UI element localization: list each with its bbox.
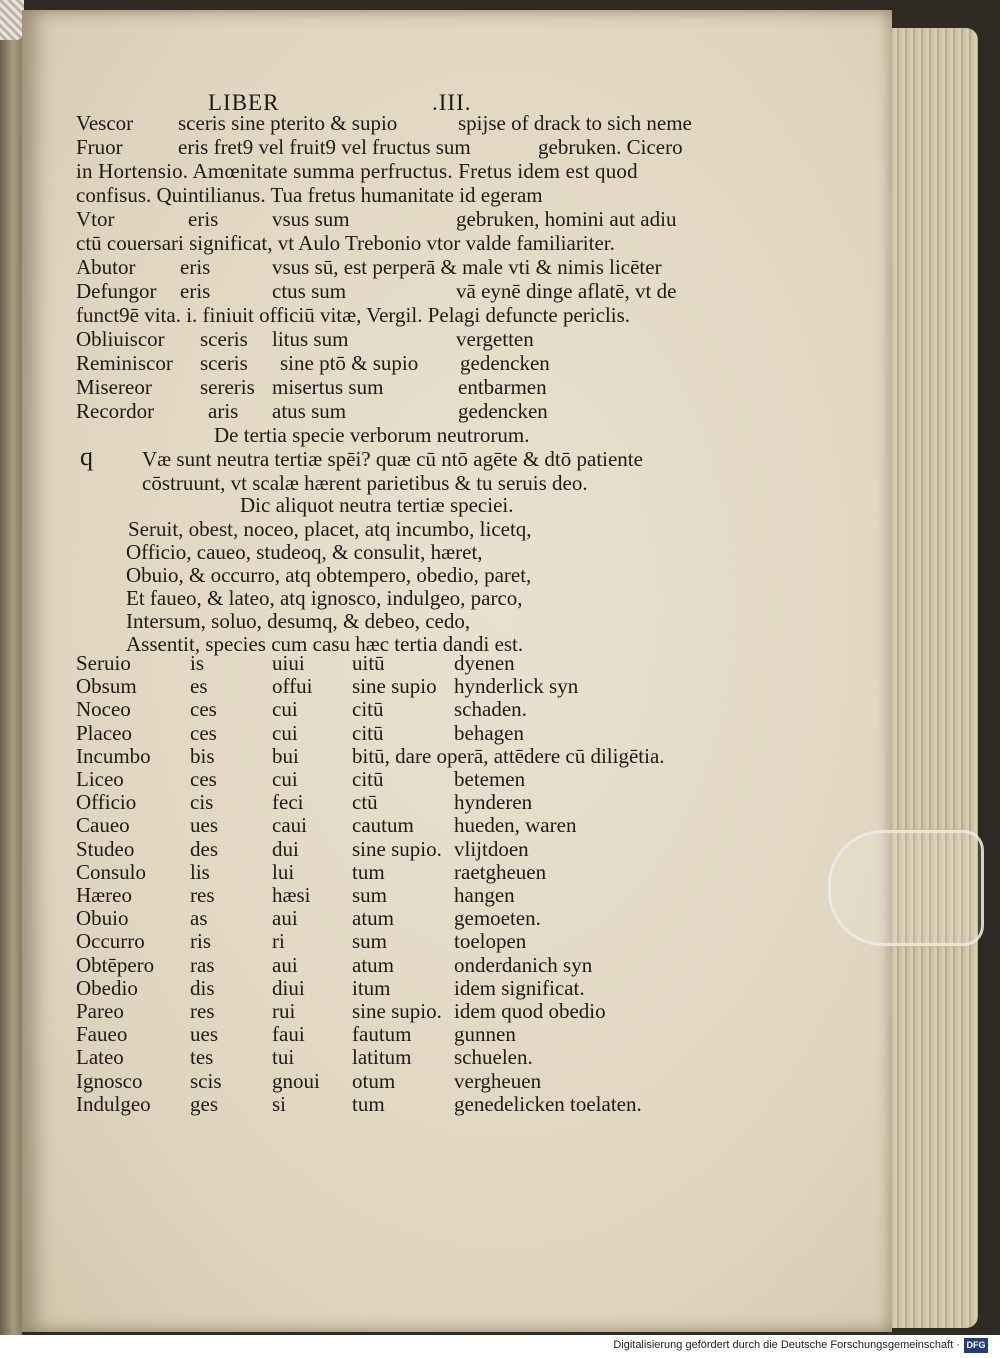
lemma: Recordor [76,399,155,423]
verb-ending: tes [190,1045,214,1069]
verb-lemma: Lateo [76,1045,124,1069]
verb-perfect: si [272,1092,287,1116]
question-line: cōstruunt, vt scalæ hærent parietibus & tu seruis deo. [142,471,588,495]
verb-perfect: dui [272,837,299,861]
verb-gloss: idem significat. [454,976,585,1000]
verb-lemma: Faueo [76,1022,128,1046]
verb-perfect: aui [272,906,298,930]
running-head-liber: LIBER [208,90,280,115]
verb-gloss: onderdanich syn [454,953,593,977]
lemma: Misereor [76,375,152,399]
verb-supine: citū [352,721,384,745]
verb-ending: ris [190,929,211,953]
verb-lemma: Noceo [76,697,131,721]
verb-gloss: betemen [454,767,526,791]
verb-ending: is [190,651,205,675]
verb-supine: fautum [352,1022,412,1046]
verb-supine: atum [352,953,394,977]
verb-gloss: hueden, waren [454,813,577,837]
perfect: litus sum [272,327,349,351]
lemma: Defungor [76,279,157,303]
verb-lemma: Indulgeo [76,1092,151,1116]
intro-row-fruor [76,135,683,159]
verb-lemma: Occurro [76,929,145,953]
verb-perfect: lui [272,860,295,884]
lemma: Reminiscor [76,351,173,375]
verb-gloss: raetgheuen [454,860,547,884]
verb-gloss: vergheuen [454,1069,542,1093]
intro-line: in Hortensio. Amœnitate summa perfructus. Fretus idem est quod [76,159,638,183]
verb-ending: ces [190,697,217,721]
verb-ending: bis [190,744,215,768]
gloss: vā eynē dinge aflatē, vt de [456,279,677,303]
verb-lemma: Obedio [76,976,138,1000]
verb-lemma: Studeo [76,837,135,861]
verb-perfect: gnoui [272,1069,320,1093]
perfect: ctus sum [272,279,347,303]
verb-perfect: diui [272,976,305,1000]
verb-supine: atum [352,906,394,930]
verb-gloss: hangen [454,883,515,907]
forms: aris [208,399,239,423]
intro-row-vtor [76,207,677,231]
gloss: spijse of drack to sich neme [458,111,692,135]
verb-supine: sine supio. [352,837,442,861]
verb-gloss: hynderlick syn [454,674,579,698]
verb-supine: sum [352,929,388,953]
footer-credit: Digitalisierung gefördert durch die Deutsche Forschungsgemeinschaft · [613,1339,960,1351]
verb-perfect: bui [272,744,299,768]
verb-lemma: Incumbo [76,744,151,768]
gloss: entbarmen [458,375,547,399]
verb-ending: dis [190,976,215,1000]
verb-perfect: offui [272,674,313,698]
verb-lemma: Liceo [76,767,124,791]
verb-ending: des [190,837,218,861]
verb-gloss: idem quod obedio [454,999,606,1023]
left-page-edge [0,0,22,1335]
folio-number: .III. [432,90,472,115]
gloss: vsus sū, est perperā & male vti & nimis licēter [272,255,662,279]
verb-gloss: dyenen [454,651,515,675]
forms: eris [188,207,219,231]
verb-lemma: Ignosco [76,1069,143,1093]
verb-ending: lis [190,860,210,884]
gloss: gedencken [460,351,550,375]
lemma: Abutor [76,255,136,279]
verb-ending: ges [190,1092,218,1116]
subtitle: Dic aliquot neutra tertiæ speciei. [240,493,514,517]
verb-perfect: faui [272,1022,305,1046]
verb-ending: ues [190,1022,218,1046]
lemma: Obliuiscor [76,327,165,351]
verb-supine: uitū [352,651,385,675]
verb-supine: citū [352,697,384,721]
intro-row-abutor [76,255,662,279]
intro-row-vescor [76,111,692,135]
verb-perfect: cui [272,721,298,745]
verb-lemma: Hæreo [76,883,132,907]
verb-supine: tum [352,1092,385,1116]
verb-gloss: gemoeten. [454,906,541,930]
verb-gloss: gunnen [454,1022,516,1046]
intro-row-misereor [76,375,547,399]
verb-gloss: hynderen [454,790,533,814]
verb-supine: cautum [352,813,414,837]
plastic-page-clip [828,830,984,946]
intro-row-recordor [76,399,548,423]
verse-line: Obuio, & occurro, atq obtempero, obedio, paret, [126,563,532,587]
verb-lemma: Consulo [76,860,147,884]
verb-supine: sine supio [352,674,437,698]
intro-line: funct9ē vita. i. finiuit officiū vitæ, Vergil. Pelagi defuncte periclis. [76,303,631,327]
footer-bar [0,1335,1000,1358]
verb-lemma: Placeo [76,721,132,745]
verb-lemma: Officio [76,790,137,814]
lemma: Fruor [76,135,123,159]
verb-supine: bitū, dare operā, attēdere cū diligētia. [352,744,665,768]
perfect: sine ptō & supio [280,351,419,375]
verb-lemma: Obsum [76,674,137,698]
verse-line: Assentit, species cum casu hæc tertia dandi est. [126,632,524,656]
gloss: gedencken [458,399,548,423]
intro-line: confisus. Quintilianus. Tua fretus humanitate id egeram [76,183,543,207]
dfg-logo: DFG [964,1338,988,1353]
verb-perfect: cui [272,767,298,791]
intro-row-defungor [76,279,677,303]
paragraph-marker: q [80,442,93,471]
verb-perfect: tui [272,1045,295,1069]
verb-supine: ctū [352,790,378,814]
forms: sceris sine pterito & supio [178,111,398,135]
verb-supine: citū [352,767,384,791]
perfect: vsus sum [272,207,350,231]
verb-perfect: ri [272,929,285,953]
verb-perfect: feci [272,790,304,814]
verb-supine: latitum [352,1045,412,1069]
lemma: Vescor [76,111,134,135]
verb-perfect: rui [272,999,296,1023]
page-edges [878,28,978,1328]
verb-ending: res [190,883,215,907]
forms: eris [180,279,211,303]
verb-perfect: uiui [272,651,305,675]
verb-lemma: Pareo [76,999,124,1023]
gloss: gebruken. Cicero [538,135,683,159]
forms: eris fret9 vel fruit9 vel fructus sum [178,135,471,159]
verb-lemma: Seruio [76,651,131,675]
forms: sceris [200,351,248,375]
verse-line: Intersum, soluo, desumq, & debeo, cedo, [126,609,471,633]
verb-lemma: Obtēpero [76,953,155,977]
verb-supine: tum [352,860,385,884]
verb-supine: itum [352,976,391,1000]
verse-line: Et faueo, & lateo, atq ignosco, indulgeo, parco, [126,586,523,610]
verb-gloss: schaden. [454,697,527,721]
perfect: atus sum [272,399,347,423]
verb-gloss: schuelen. [454,1045,533,1069]
verb-ending: res [190,999,215,1023]
verb-supine: sine supio. [352,999,442,1023]
verb-ending: ues [190,813,218,837]
verb-gloss: toelopen [454,929,527,953]
intro-row-reminiscor [76,351,550,375]
verb-lemma: Obuio [76,906,129,930]
verb-ending: ces [190,767,217,791]
verb-perfect: cui [272,697,298,721]
verb-ending: es [190,674,208,698]
verb-lemma: Caueo [76,813,130,837]
verse-line: Officio, caueo, studeoq, & consulit, hæret, [126,540,483,564]
verb-perfect: aui [272,953,298,977]
forms: eris [180,255,211,279]
verb-gloss: behagen [454,721,524,745]
question-line: Væ sunt neutra tertiæ spēi? quæ cū ntō agēte & dtō patiente [142,447,643,471]
intro-row-obliuiscor [76,327,534,351]
forms: sereris [200,375,255,399]
verb-ending: cis [190,790,214,814]
verb-ending: ces [190,721,217,745]
verb-ending: as [190,906,208,930]
verb-gloss: vlijtdoen [454,837,529,861]
perfect: misertus sum [272,375,384,399]
verb-perfect: hæsi [272,883,311,907]
forms: sceris [200,327,248,351]
gloss: gebruken, homini aut adiu [456,207,677,231]
lemma: Vtor [76,207,115,231]
gloss: vergetten [456,327,534,351]
section-title: De tertia specie verborum neutrorum. [214,423,530,447]
verb-ending: ras [190,953,215,977]
verse-line: Seruit, obest, noceo, placet, atq incumbo, licetq, [128,517,532,541]
verb-supine: otum [352,1069,396,1093]
verb-perfect: caui [272,813,307,837]
intro-line: ctū couersari significat, vt Aulo Trebonio vtor valde familiariter. [76,231,615,255]
verb-gloss: genedelicken toelaten. [454,1092,642,1116]
verb-supine: sum [352,883,388,907]
verb-ending: scis [190,1069,222,1093]
binding-thread [0,0,24,40]
